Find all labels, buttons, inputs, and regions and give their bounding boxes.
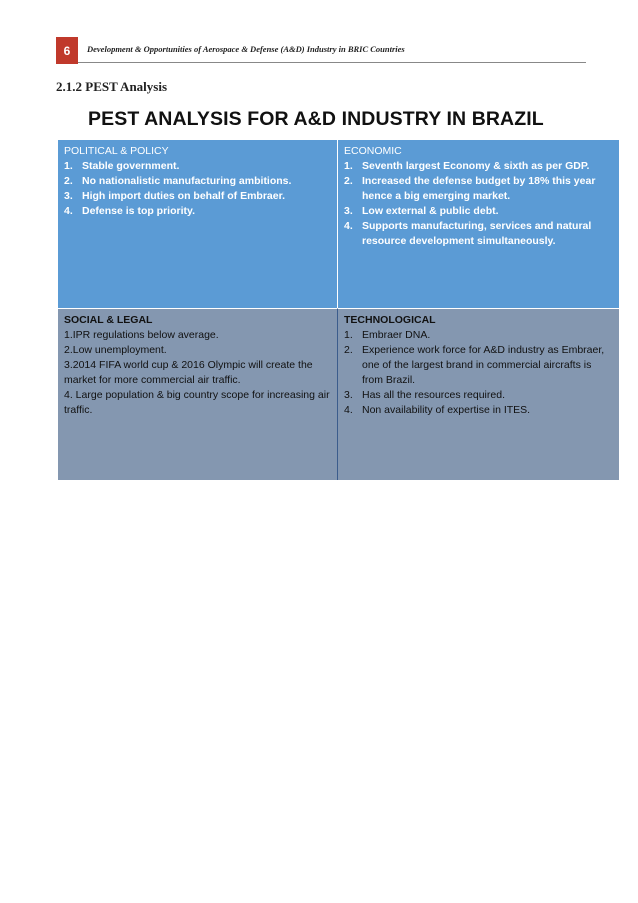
item-number: 3. [344, 205, 353, 217]
social-title: SOCIAL & LEGAL [64, 314, 153, 326]
item-text: Supports manufacturing, services and natural resource development simultaneously. [362, 220, 592, 247]
item-text: Has all the resources required. [362, 389, 505, 401]
technological-title: TECHNOLOGICAL [344, 314, 436, 326]
item-number: 1. [344, 160, 353, 172]
social-line: 4. Large population & big country scope for increasing air traffic. [64, 389, 330, 416]
page-number-badge: 6 [56, 37, 78, 64]
technological-list [344, 328, 613, 418]
item-text: Stable government. [82, 160, 180, 172]
item-number: 3. [64, 190, 73, 202]
item-text: Non availability of expertise in ITES. [362, 404, 531, 416]
running-header-title: Development & Opportunities of Aerospace & Defense (A&D) Industry in BRIC Countries [87, 44, 405, 54]
economic-title: ECONOMIC [344, 145, 402, 157]
list-item [344, 388, 613, 403]
list-item [64, 159, 331, 174]
list-item [64, 174, 331, 189]
item-number: 2. [344, 344, 353, 356]
item-number: 2. [344, 175, 353, 187]
section-heading: 2.1.2 PEST Analysis [56, 79, 168, 94]
item-number: 2. [64, 175, 73, 187]
item-number: 4. [344, 220, 353, 232]
list-item [344, 403, 613, 418]
item-text: Increased the defense budget by 18% this year hence a big emerging market. [362, 175, 596, 202]
social-line: 2.Low unemployment. [64, 344, 167, 356]
pest-table-title: PEST ANALYSIS FOR A&D INDUSTRY IN BRAZIL [88, 108, 544, 130]
social-line: 1.IPR regulations below average. [64, 329, 219, 341]
item-text: Seventh largest Economy & sixth as per GDP. [362, 160, 590, 172]
list-item [344, 159, 613, 174]
item-number: 1. [64, 160, 73, 172]
item-text: Experience work force for A&D industry as Embraer, one of the largest brand in commercial aircrafts is from Brazil. [362, 344, 605, 386]
item-number: 4. [64, 205, 73, 217]
item-text: Embraer DNA. [362, 329, 431, 341]
list-item [344, 328, 613, 343]
list-item [344, 204, 613, 219]
item-number: 3. [344, 389, 353, 401]
item-text: High import duties on behalf of Embraer. [82, 190, 286, 202]
item-text: Low external & public debt. [362, 205, 499, 217]
item-number: 1. [344, 329, 353, 341]
item-number: 4. [344, 404, 353, 416]
technological-cell [338, 308, 619, 480]
header-rule [78, 62, 586, 63]
list-item [64, 204, 331, 219]
economic-list [344, 159, 613, 249]
item-text: Defense is top priority. [82, 205, 195, 217]
social-line: 3.2014 FIFA world cup & 2016 Olympic will create the market for more commercial air traffic. [64, 359, 313, 386]
list-item [344, 343, 613, 388]
item-text: No nationalistic manufacturing ambitions. [82, 175, 292, 187]
political-title: POLITICAL & POLICY [64, 145, 169, 157]
political-list [64, 159, 331, 219]
economic-cell [338, 140, 619, 308]
list-item [64, 189, 331, 204]
list-item [344, 174, 613, 204]
list-item [344, 219, 613, 249]
political-cell [58, 140, 338, 308]
social-cell [58, 308, 338, 480]
pest-table [58, 140, 619, 480]
